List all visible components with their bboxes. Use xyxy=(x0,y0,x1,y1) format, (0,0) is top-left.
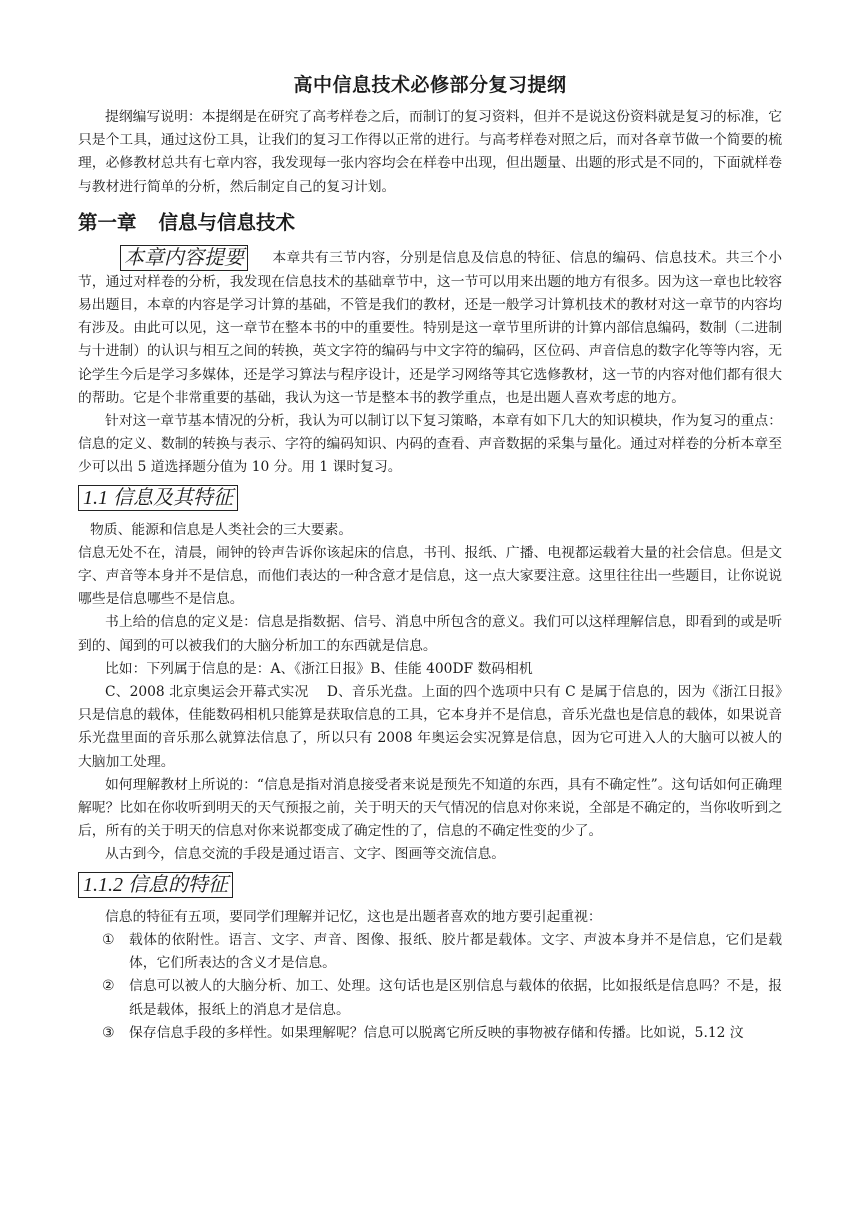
list-item xyxy=(78,1022,782,1045)
chapter-summary-paragraph xyxy=(78,245,782,410)
review-strategy-paragraph: 针对这一章节基本情况的分析，我认为可以制订以下复习策略，本章有如下几大的知识模块，作为复习的重点：信息的定义、数制的转换与表示、字符的编码知识、内码的查看、声音数据的采集与量化。通过对样卷的分析本章至少可以出 5 道选择题分值为 10 分。用 1 课时复习。 xyxy=(78,413,782,476)
list-item-text: 载体的依附性。语言、文字、声音、图像、报纸、胶片都是载体。文字、声波本身并不是信息，它们是载体，它们所表达的含义才是信息。 xyxy=(129,931,782,972)
chapter-heading xyxy=(78,207,782,235)
section-heading-label: 1.1 信息及其特征 xyxy=(78,485,238,511)
section-paragraph: 信息无处不在，清晨，闹钟的铃声告诉你该起床的信息，书刊、报纸、广播、电视都运载着大量的社会信息。但是文字、声音等本身并不是信息，而他们表达的一种含意才是信息，这一点大家要注意。这里往往出一些题目，让你说说哪些是信息哪些不是信息。 xyxy=(78,544,782,608)
list-number: ③ xyxy=(102,1024,115,1041)
chapter-number: 第一章 xyxy=(78,210,137,234)
chapter-summary-text: 本章共有三节内容，分别是信息及信息的特征、信息的编码、信息技术。共三个小节，通过对样卷的分析，我发现在信息技术的基础章节中，这一节可以用来出题的地方有很多。因为这一章也比较容易出题目，本章的内容是学习计算的基础，不管是我们的教材，还是一般学习计算机技术的教材对这一章节的内容均有涉及。由此可以见，这一章节在整本书的中的重要性。特别是这一章节里所讲的计算内部信息编码，数制（二进制与十进制）的认识与相互之间的转换，英文字符的编码与中文字符的编码，区位码、声音信息的数字化等等内容，无论学生今后是学习多媒体，还是学习算法与程序设计，还是学习网络等其它选修教材，这一节的内容对他们都有很大的帮助。它是个非常重要的基础，我认为这一节是整本书的教学重点，也是出题人喜欢考虑的地方。 xyxy=(78,249,782,406)
section-paragraph: 书上给的信息的定义是：信息是指数据、信号、消息中所包含的意义。我们可以这样理解信息，即看到的或是听到的、闻到的可以被我们的大脑分析加工的东西就是信息。 xyxy=(78,614,782,654)
preface-paragraph: 提纲编写说明：本提纲是在研究了高考样卷之后，而制订的复习资料，但并不是说这份资料就是复习的标准，它只是个工具，通过这份工具，让我们的复习工作得以正常的进行。与高考样卷对照之后，而对各章节做一个简要的梳理，必修教材总共有七章内容，我发现每一张内容均会在样卷中出现，但出题量、出题的形式是不同的，下面就样卷与教材进行简单的分析，然后制定自己的复习计划。 xyxy=(78,109,782,195)
document-page xyxy=(78,70,782,1045)
features-intro: 信息的特征有五项，要同学们理解并记忆，这也是出题者喜欢的地方要引起重视： xyxy=(105,908,602,925)
chapter-summary-label: 本章内容提要 xyxy=(120,245,248,271)
section-heading-label: 1.1.2 信息的特征 xyxy=(78,872,233,898)
section-paragraph: C、2008 北京奥运会开幕式实况 D、音乐光盘。上面的四个选项中只有 C 是属于信息的，因为《浙江日报》只是信息的载体，佳能数码相机只能算是获取信息的工具，它本身并不是信息，音乐光盘也是信息的载体，如果说音乐光盘里面的音乐那么就算法信息了，所以只有 2008 年奥运会实况算是信息，因为它可进入人的大脑可以被人的大脑加工处理。 xyxy=(78,684,782,770)
section-heading-1-1 xyxy=(78,485,782,511)
list-number: ① xyxy=(102,931,115,948)
section-paragraph: 比如：下列属于信息的是：A、《浙江日报》B、佳能 400DF 数码相机 xyxy=(105,660,533,677)
list-item xyxy=(78,929,782,975)
section-heading-1-1-2 xyxy=(78,872,782,898)
list-item-text: 保存信息手段的多样性。如果理解呢？信息可以脱离它所反映的事物被存储和传播。比如说，5.12 汶 xyxy=(129,1024,744,1041)
section-paragraph: 如何理解教材上所说的：“信息是指对消息接受者来说是预先不知道的东西，具有不确定性”。这句话如何正确理解呢？比如在你收听到明天的天气预报之前，关于明天的天气情况的信息对你来说，全部是不确定的，当你收听到之后，所有的关于明天的信息对你来说都变成了确定性的了，信息的不确定性变的少了。 xyxy=(78,776,782,840)
list-item-text: 信息可以被人的大脑分析、加工、处理。这句话也是区别信息与载体的依据，比如报纸是信息吗？不是，报纸是载体，报纸上的消息才是信息。 xyxy=(129,978,782,1018)
feature-list xyxy=(78,929,782,1045)
section-paragraph: 物质、能源和信息是人类社会的三大要素。 xyxy=(90,521,353,538)
list-number: ② xyxy=(102,978,115,995)
chapter-title: 信息与信息技术 xyxy=(158,210,296,234)
list-item xyxy=(78,975,782,1021)
document-title: 高中信息技术必修部分复习提纲 xyxy=(293,74,567,96)
section-paragraph: 从古到今，信息交流的手段是通过语言、文字、图画等交流信息。 xyxy=(105,846,506,863)
